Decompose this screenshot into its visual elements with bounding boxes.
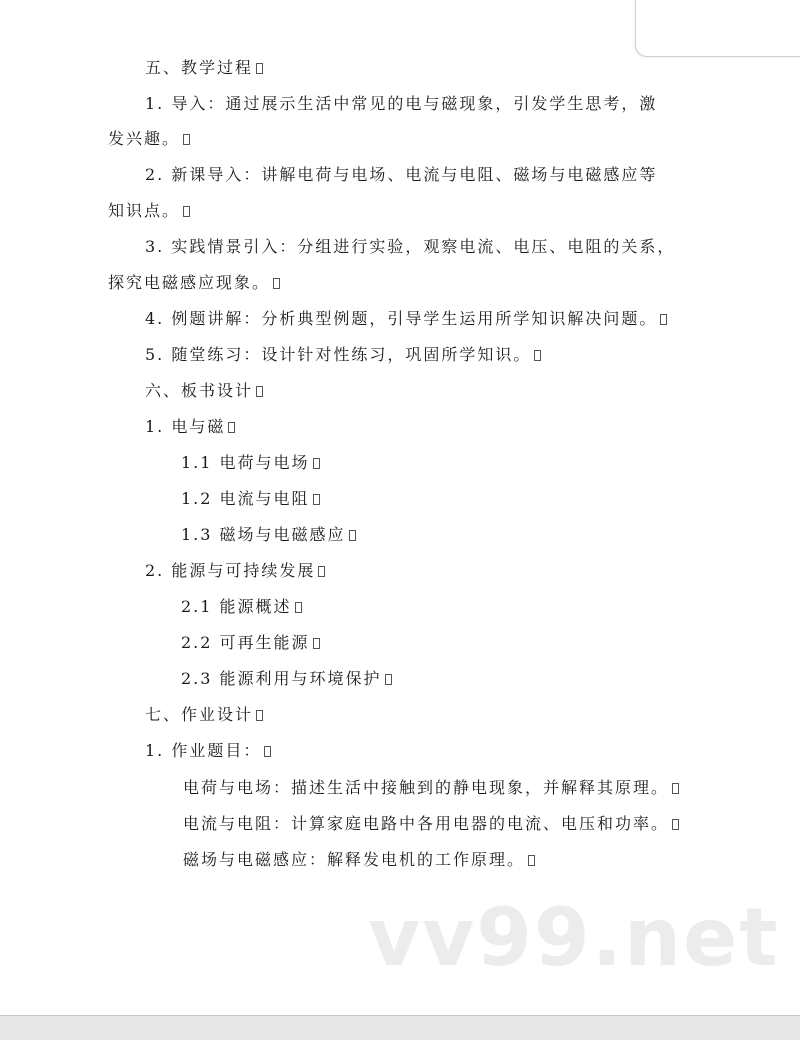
paragraph-line: 2. 新课导入：讲解电荷与电场、电流与电阻、磁场与电磁感应等 xyxy=(145,165,658,184)
paragraph-mark-icon xyxy=(528,855,535,866)
section-heading: 六、板书设计 xyxy=(145,380,263,402)
section-heading: 五、教学过程 xyxy=(145,57,263,79)
paragraph-mark-icon xyxy=(183,134,190,145)
outline-subitem: 2.3 能源利用与环境保护 xyxy=(181,668,392,690)
paragraph-line: 4. 例题讲解：分析典型例题，引导学生运用所学知识解决问题。 xyxy=(145,308,667,330)
outline-subitem: 1.1 电荷与电场 xyxy=(181,452,320,474)
paragraph-mark-icon xyxy=(313,458,320,469)
paragraph-mark-icon xyxy=(273,278,280,289)
paragraph-mark-icon xyxy=(385,674,392,685)
paragraph-mark-icon xyxy=(256,710,263,721)
paragraph-mark-icon xyxy=(672,819,679,830)
paragraph-line: 5. 随堂练习：设计针对性练习，巩固所学知识。 xyxy=(145,344,541,366)
paragraph-mark-icon xyxy=(256,63,263,74)
paragraph-line: 知识点。 xyxy=(108,200,190,222)
page-corner-tab[interactable] xyxy=(635,0,800,57)
homework-item: 磁场与电磁感应：解释发电机的工作原理。 xyxy=(183,849,535,871)
outline-item: 1. 作业题目： xyxy=(145,740,271,762)
page-gap-bar xyxy=(0,1015,800,1040)
outline-item: 1. 电与磁 xyxy=(145,416,235,438)
paragraph-mark-icon xyxy=(349,530,356,541)
watermark-text: vv99.net xyxy=(368,891,780,984)
paragraph-mark-icon xyxy=(228,422,235,433)
outline-subitem: 1.3 磁场与电磁感应 xyxy=(181,524,356,546)
homework-item: 电荷与电场：描述生活中接触到的静电现象，并解释其原理。 xyxy=(183,777,679,799)
paragraph-mark-icon xyxy=(313,638,320,649)
paragraph-mark-icon xyxy=(313,494,320,505)
paragraph-mark-icon xyxy=(295,602,302,613)
paragraph-line: 1. 导入：通过展示生活中常见的电与磁现象，引发学生思考，激 xyxy=(145,94,658,113)
outline-subitem: 1.2 电流与电阻 xyxy=(181,488,320,510)
paragraph-mark-icon xyxy=(672,783,679,794)
homework-item: 电流与电阻：计算家庭电路中各用电器的电流、电压和功率。 xyxy=(183,813,679,835)
paragraph-line: 探究电磁感应现象。 xyxy=(108,272,280,294)
outline-subitem: 2.1 能源概述 xyxy=(181,596,302,618)
paragraph-mark-icon xyxy=(534,350,541,361)
section-heading: 七、作业设计 xyxy=(145,704,263,726)
paragraph-mark-icon xyxy=(264,746,271,757)
outline-item: 2. 能源与可持续发展 xyxy=(145,560,325,582)
outline-subitem: 2.2 可再生能源 xyxy=(181,632,320,654)
paragraph-mark-icon xyxy=(660,314,667,325)
paragraph-line: 发兴趣。 xyxy=(108,128,190,150)
paragraph-mark-icon xyxy=(318,566,325,577)
paragraph-line: 3. 实践情景引入：分组进行实验，观察电流、电压、电阻的关系， xyxy=(145,237,676,256)
paragraph-mark-icon xyxy=(183,206,190,217)
paragraph-mark-icon xyxy=(256,386,263,397)
